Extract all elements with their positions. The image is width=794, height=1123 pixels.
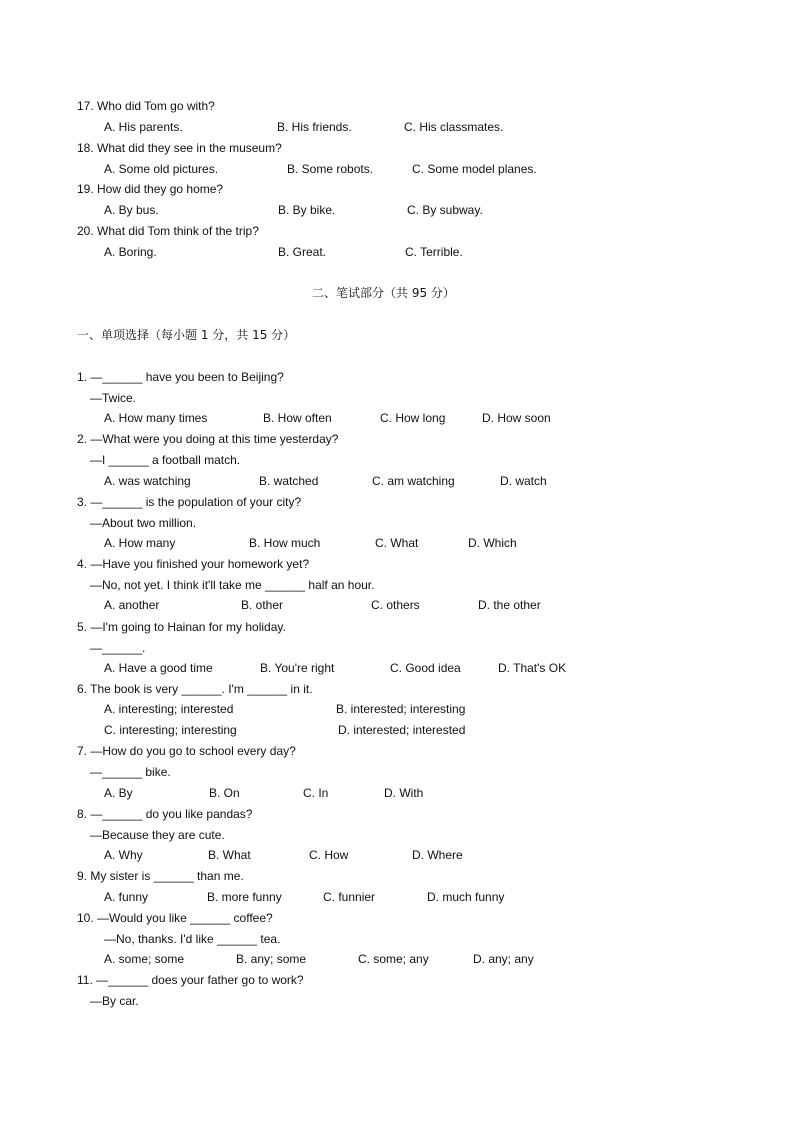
mc-10-reply: —No, thanks. I'd like ______ tea. [104,932,281,946]
mc-3-stem: 3. —______ is the population of your city? [77,495,302,509]
mc-5-option-d: D. That's OK [498,661,567,675]
option-19-a: A. By bus. [104,203,159,217]
mc-1-option-b: B. How often [263,411,332,425]
mc-10-option-b: B. any; some [236,952,307,966]
mc-4-option-b: B. other [241,598,284,612]
mc-10-option-d: D. any; any [473,952,534,966]
mc-9-stem: 9. My sister is ______ than me. [77,869,244,883]
part-title: 一、单项选择（每小题 1 分，共 15 分） [77,328,296,342]
mc-2-option-b: B. watched [259,474,319,488]
mc-10-option-a: A. some; some [104,952,185,966]
mc-5-reply: —______. [90,641,146,655]
mc-7-stem: 7. —How do you go to school every day? [77,744,296,758]
mc-5-option-c: C. Good idea [390,661,461,675]
mc-8-stem: 8. —______ do you like pandas? [77,807,253,821]
mc-8-option-a: A. Why [104,848,143,862]
mc-2-option-a: A. was watching [104,474,191,488]
mc-5-option-b: B. You're right [260,661,335,675]
mc-1-option-a: A. How many times [104,411,208,425]
mc-7-option-d: D. With [384,786,424,800]
mc-2-option-c: C. am watching [372,474,455,488]
mc-10-option-c: C. some; any [358,952,429,966]
mc-1-option-c: C. How long [380,411,446,425]
mc-7-reply: —______ bike. [90,765,171,779]
mc-1-reply: —Twice. [90,391,137,405]
option-17-b: B. His friends. [277,120,352,134]
mc-9-option-a: A. funny [104,890,149,904]
mc-8-reply: —Because they are cute. [90,828,225,842]
mc-9-option-b: B. more funny [207,890,282,904]
mc-5-stem: 5. —I'm going to Hainan for my holiday. [77,620,286,634]
option-20-c: C. Terrible. [405,245,463,259]
option-17-a: A. His parents. [104,120,183,134]
mc-4-option-d: D. the other [478,598,541,612]
mc-7-option-c: C. In [303,786,329,800]
mc-6-option-c: C. interesting; interesting [104,723,237,737]
option-19-c: C. By subway. [407,203,483,217]
section-title: 二、笔试部分（共 95 分） [312,286,455,300]
option-19-b: B. By bike. [278,203,336,217]
option-20-b: B. Great. [278,245,327,259]
option-18-b: B. Some robots. [287,162,374,176]
mc-3-option-a: A. How many [104,536,176,550]
option-20-a: A. Boring. [104,245,157,259]
mc-3-reply: —About two million. [90,516,197,530]
mc-6-option-b: B. interested; interesting [336,702,466,716]
mc-4-reply: —No, not yet. I think it'll take me ______ half an hour. [90,578,375,592]
mc-6-option-d: D. interested; interested [338,723,466,737]
mc-6-option-a: A. interesting; interested [104,702,234,716]
option-18-a: A. Some old pictures. [104,162,219,176]
mc-10-stem: 10. —Would you like ______ coffee? [77,911,273,925]
mc-6-stem: 6. The book is very ______. I'm ______ in it. [77,682,313,696]
mc-3-option-b: B. How much [249,536,321,550]
mc-8-option-d: D. Where [412,848,463,862]
mc-1-stem: 1. —______ have you been to Beijing? [77,370,284,384]
option-18-c: C. Some model planes. [412,162,537,176]
mc-4-stem: 4. —Have you finished your homework yet? [77,557,310,571]
mc-4-option-c: C. others [371,598,420,612]
mc-3-option-c: C. What [375,536,419,550]
question-17: 17. Who did Tom go with? [77,99,215,113]
mc-2-option-d: D. watch [500,474,547,488]
mc-5-option-a: A. Have a good time [104,661,213,675]
mc-1-option-d: D. How soon [482,411,551,425]
mc-7-option-b: B. On [209,786,240,800]
mc-11-stem: 11. —______ does your father go to work? [77,973,304,987]
mc-9-option-d: D. much funny [427,890,505,904]
mc-8-option-b: B. What [208,848,251,862]
mc-4-option-a: A. another [104,598,160,612]
mc-9-option-c: C. funnier [323,890,376,904]
question-19: 19. How did they go home? [77,182,224,196]
question-20: 20. What did Tom think of the trip? [77,224,259,238]
mc-2-reply: —I ______ a football match. [90,453,241,467]
question-18: 18. What did they see in the museum? [77,141,282,155]
mc-3-option-d: D. Which [468,536,517,550]
mc-8-option-c: C. How [309,848,349,862]
mc-2-stem: 2. —What were you doing at this time yesterday? [77,432,339,446]
mc-11-reply: —By car. [90,994,139,1008]
option-17-c: C. His classmates. [404,120,504,134]
mc-7-option-a: A. By [104,786,133,800]
